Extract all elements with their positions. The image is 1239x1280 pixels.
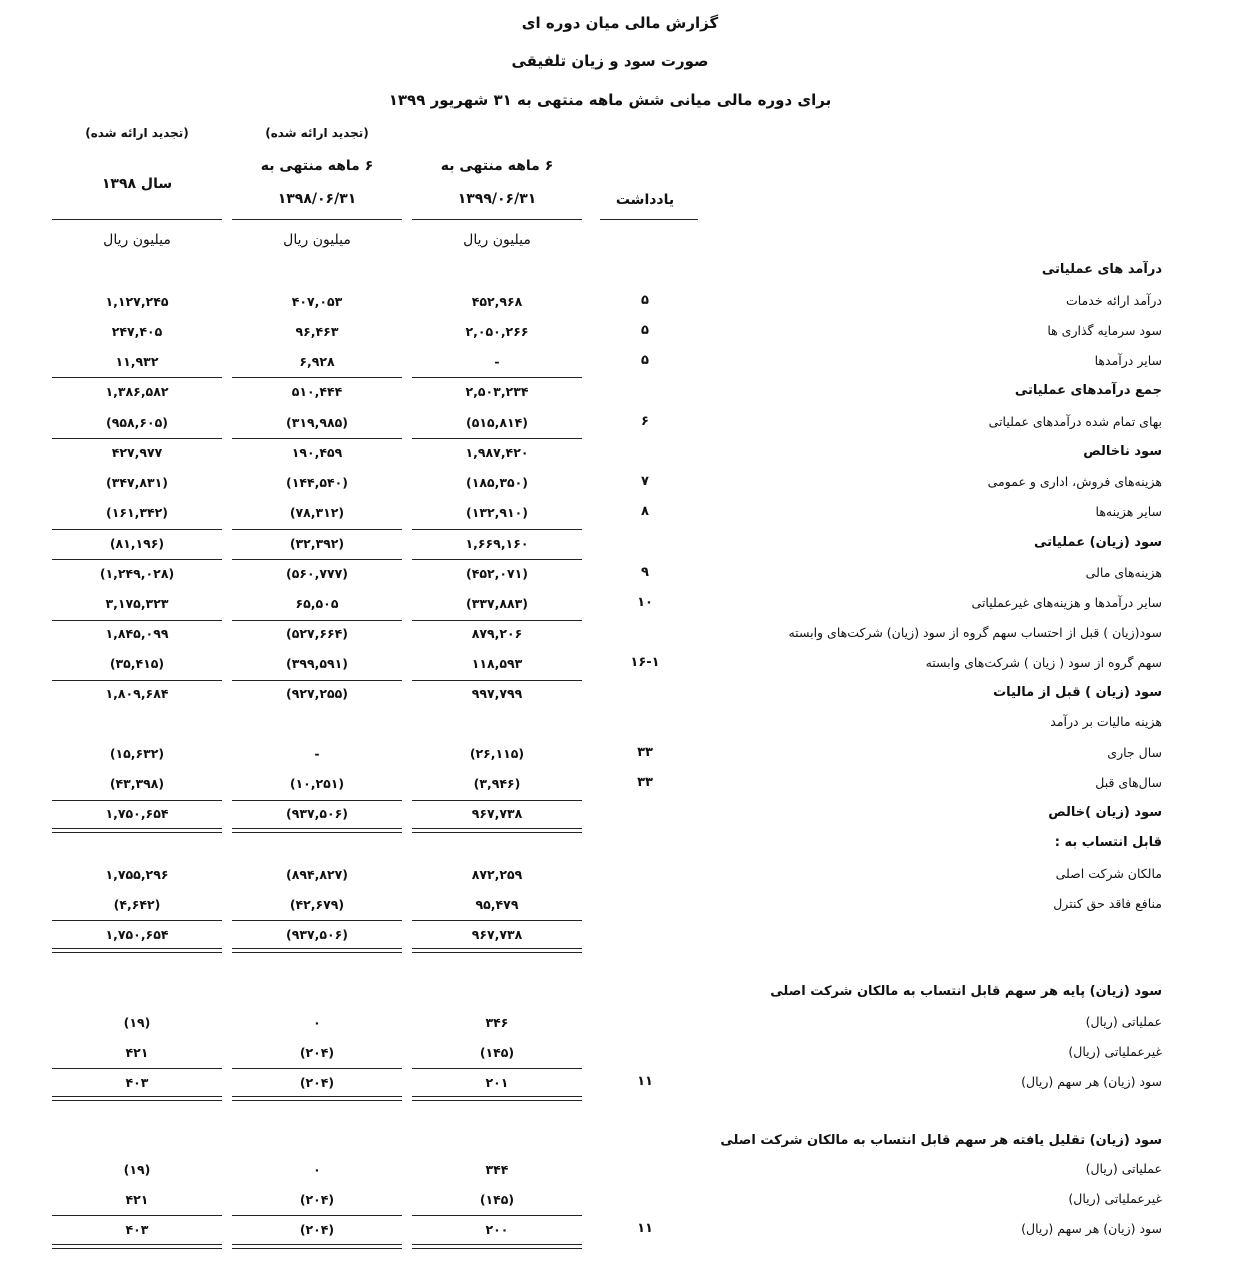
column-rule — [232, 800, 402, 801]
column-rule — [52, 1096, 222, 1097]
row-label: هزینه مالیات بر درآمد — [1050, 714, 1162, 729]
col3-unit: میلیون ریال — [103, 232, 171, 248]
table-row — [0, 377, 1239, 407]
column-rule-double — [412, 832, 582, 833]
row-label: سود (زیان) تقلیل یافته هر سهم قابل انتساب به مالکان شرکت اصلی — [720, 1133, 1162, 1148]
row-value-c2: (۹۳۷,۵۰۶) — [286, 806, 348, 821]
row-value-c1: ۳۴۶ — [485, 1015, 509, 1030]
column-rule — [232, 559, 402, 560]
row-value-c3: ۴۲۱ — [125, 1045, 149, 1060]
column-rule-double — [412, 1248, 582, 1249]
table-row — [0, 890, 1239, 920]
row-value-c1: ۹۹۷,۷۹۹ — [471, 686, 523, 701]
column-rule-double — [52, 1100, 222, 1101]
col1-header-line1: ۶ ماهه منتهی به — [440, 158, 554, 174]
table-row — [0, 256, 1239, 286]
row-value-c1: (۱۸۵,۳۵۰) — [466, 475, 528, 490]
row-value-c3: ۴۰۳ — [125, 1222, 149, 1237]
row-label: سود (زیان )خالص — [1048, 805, 1162, 820]
row-value-c2: ۶,۹۲۸ — [299, 354, 335, 369]
row-value-c2: ۰ — [313, 1015, 321, 1030]
row-value-c2: (۵۶۰,۷۷۷) — [286, 566, 348, 581]
table-row — [0, 438, 1239, 468]
column-rule — [52, 920, 222, 921]
row-value-c1: ۱,۶۶۹,۱۶۰ — [465, 536, 529, 551]
row-value-c1: - — [494, 354, 500, 369]
row-label: قابل انتساب به : — [1054, 835, 1162, 850]
row-value-c2: (۲۰۴) — [299, 1192, 335, 1207]
row-value-c3: (۱۹) — [123, 1015, 151, 1030]
row-label: سود ناخالص — [1083, 444, 1162, 459]
row-note: ۱۶-۱ — [630, 655, 660, 670]
column-rule — [232, 438, 402, 439]
row-value-c3: ۱,۷۵۰,۶۵۴ — [105, 927, 169, 942]
row-value-c3: (۴,۶۴۲) — [113, 897, 161, 912]
row-note: ۸ — [641, 504, 649, 519]
column-rule — [232, 920, 402, 921]
row-value-c3: (۱۶۱,۳۴۲) — [106, 505, 168, 520]
row-label: سود (زیان) هر سهم (ریال) — [1021, 1074, 1162, 1089]
row-label: سود (زیان ) قبل از مالیات — [993, 685, 1162, 700]
row-value-c3: (۳۵,۴۱۵) — [109, 656, 165, 671]
column-rule — [412, 1068, 582, 1069]
note-column-header: یادداشت — [615, 192, 675, 208]
table-row — [0, 769, 1239, 799]
column-rule — [52, 438, 222, 439]
column-rule-double — [232, 1248, 402, 1249]
row-value-c3: ۱۱,۹۳۲ — [115, 354, 159, 369]
row-value-c2: (۳۹۹,۵۹۱) — [286, 656, 348, 671]
table-row — [0, 468, 1239, 498]
row-value-c2: (۵۲۷,۶۶۴) — [286, 626, 348, 641]
row-value-c1: (۳۳۷,۸۸۳) — [466, 596, 528, 611]
row-label: هزینه‌های فروش، اداری و عمومی — [987, 474, 1162, 489]
column-rule — [52, 1068, 222, 1069]
row-value-c1: ۲,۰۵۰,۲۶۶ — [465, 324, 529, 339]
row-label: درآمد ارائه خدمات — [1065, 293, 1162, 308]
column-rule — [412, 1244, 582, 1245]
row-value-c2: (۱۰,۲۵۱) — [289, 776, 345, 791]
row-note: ۳۳ — [637, 775, 653, 790]
row-value-c2: (۱۴۴,۵۴۰) — [286, 475, 348, 490]
row-note: ۶ — [641, 414, 649, 429]
row-note: ۷ — [641, 474, 649, 489]
row-value-c2: (۳۱۹,۹۸۵) — [286, 415, 348, 430]
table-row — [0, 708, 1239, 738]
column-rule — [52, 529, 222, 530]
row-value-c1: ۹۶۷,۷۳۸ — [471, 806, 523, 821]
table-row — [0, 649, 1239, 679]
row-value-c3: ۲۴۷,۴۰۵ — [111, 324, 163, 339]
row-value-c1: (۴۵۲,۰۷۱) — [466, 566, 528, 581]
row-label: سود (زیان) هر سهم (ریال) — [1021, 1221, 1162, 1236]
row-value-c2: (۹۳۷,۵۰۶) — [286, 927, 348, 942]
row-value-c1: ۲۰۱ — [485, 1075, 509, 1090]
row-value-c1: (۱۳۲,۹۱۰) — [466, 505, 528, 520]
row-value-c2: ۶۵,۵۰۵ — [295, 596, 339, 611]
row-value-c1: ۹۵,۴۷۹ — [475, 897, 519, 912]
row-value-c2: - — [314, 746, 320, 761]
column-rule — [232, 1068, 402, 1069]
row-note: ۵ — [641, 323, 649, 338]
col3-restated-label: (تجدید ارائه شده) — [85, 126, 189, 140]
row-value-c3: (۱,۲۴۹,۰۲۸) — [99, 566, 175, 581]
row-value-c2: (۲۰۴) — [299, 1222, 335, 1237]
table-row — [0, 799, 1239, 829]
column-rule — [232, 828, 402, 829]
col1-header-line2: ۱۳۹۹/۰۶/۳۱ — [457, 191, 537, 207]
column-rule — [52, 620, 222, 621]
row-value-c2: ۹۶,۴۶۳ — [295, 324, 339, 339]
row-value-c1: ۴۵۲,۹۶۸ — [471, 294, 523, 309]
row-note: ۳۳ — [637, 745, 653, 760]
column-rule — [232, 1244, 402, 1245]
row-label: سود سرمایه گذاری ها — [1047, 323, 1162, 338]
table-row — [0, 739, 1239, 769]
row-label: سایر درآمدها و هزینه‌های غیرعملیاتی — [971, 595, 1162, 610]
row-value-c1: (۲۶,۱۱۵) — [469, 746, 525, 761]
table-row — [0, 1068, 1239, 1098]
row-value-c2: (۹۲۷,۲۵۵) — [286, 686, 348, 701]
table-row — [0, 950, 1239, 980]
col3-header-rule — [52, 219, 222, 220]
row-value-c1: ۱,۹۸۷,۴۲۰ — [465, 445, 529, 460]
row-value-c2: ۰ — [313, 1162, 321, 1177]
column-rule — [52, 828, 222, 829]
row-label: هزینه‌های مالی — [1085, 565, 1162, 580]
report-title: گزارش مالی میان دوره ای — [521, 14, 719, 32]
row-label: غیرعملیاتی (ریال) — [1068, 1191, 1162, 1206]
row-label: منافع فاقد حق کنترل — [1053, 896, 1162, 911]
row-value-c2: ۱۹۰,۴۵۹ — [291, 445, 343, 460]
row-value-c1: (۱۴۵) — [479, 1045, 515, 1060]
row-value-c2: (۲۰۴) — [299, 1045, 335, 1060]
row-value-c3: ۴۰۳ — [125, 1075, 149, 1090]
row-value-c1: ۸۷۹,۲۰۶ — [471, 626, 523, 641]
column-rule — [52, 377, 222, 378]
column-rule — [412, 559, 582, 560]
row-label: سود (زیان) پایه هر سهم قابل انتساب به مالکان شرکت اصلی — [770, 984, 1162, 999]
column-rule — [412, 438, 582, 439]
column-rule — [412, 529, 582, 530]
column-rule-double — [52, 952, 222, 953]
column-rule — [412, 377, 582, 378]
column-rule-double — [52, 1248, 222, 1249]
row-note: ۱۱ — [637, 1074, 653, 1089]
column-rule — [232, 377, 402, 378]
row-label: سود(زیان ) قبل از احتساب سهم گروه از سود (زیان) شرکت‌های وابسته — [788, 625, 1162, 640]
col2-unit: میلیون ریال — [283, 232, 351, 248]
table-row — [0, 1155, 1239, 1185]
col1-header-rule — [412, 219, 582, 220]
column-rule — [412, 920, 582, 921]
table-row — [0, 1038, 1239, 1068]
table-row — [0, 619, 1239, 649]
table-row — [0, 1215, 1239, 1245]
column-rule — [412, 828, 582, 829]
row-label: سال جاری — [1107, 745, 1162, 760]
row-note: ۵ — [641, 353, 649, 368]
column-rule — [52, 680, 222, 681]
column-rule-double — [232, 952, 402, 953]
column-rule — [52, 559, 222, 560]
row-value-c2: (۳۲,۳۹۲) — [289, 536, 345, 551]
row-value-c3: ۴۲۱ — [125, 1192, 149, 1207]
col2-header-rule — [232, 219, 402, 220]
table-row — [0, 1127, 1239, 1157]
row-value-c1: ۹۶۷,۷۳۸ — [471, 927, 523, 942]
column-rule — [52, 1215, 222, 1216]
table-row — [0, 347, 1239, 377]
row-value-c3: ۱,۸۰۹,۶۸۴ — [105, 686, 169, 701]
row-note: ۹ — [641, 565, 649, 580]
column-rule-double — [412, 1100, 582, 1101]
row-value-c1: (۱۴۵) — [479, 1192, 515, 1207]
row-label: عملیاتی (ریال) — [1085, 1161, 1162, 1176]
row-value-c3: (۱۵,۶۳۲) — [109, 746, 165, 761]
row-value-c3: ۱,۷۵۵,۲۹۶ — [105, 867, 169, 882]
column-rule — [412, 800, 582, 801]
row-note: ۱۱ — [637, 1221, 653, 1236]
period-title: برای دوره مالی میانی شش ماهه منتهی به ۳۱ شهریور ۱۳۹۹ — [388, 91, 832, 109]
column-rule — [232, 1096, 402, 1097]
column-rule — [412, 1215, 582, 1216]
column-rule — [232, 1215, 402, 1216]
column-rule — [52, 948, 222, 949]
table-row — [0, 529, 1239, 559]
table-row — [0, 408, 1239, 438]
row-label: درآمد های عملیاتی — [1041, 262, 1162, 277]
column-rule — [232, 680, 402, 681]
col2-header-line2: ۱۳۹۸/۰۶/۳۱ — [277, 191, 357, 207]
statement-title: صورت سود و زیان تلفیقی — [511, 52, 709, 70]
row-label: غیرعملیاتی (ریال) — [1068, 1044, 1162, 1059]
column-rule — [412, 948, 582, 949]
row-value-c3: ۳,۱۷۵,۳۲۳ — [105, 596, 169, 611]
row-value-c2: (۴۲,۶۷۹) — [289, 897, 345, 912]
table-row — [0, 559, 1239, 589]
column-rule — [232, 620, 402, 621]
table-row — [0, 317, 1239, 347]
row-value-c3: ۱,۸۴۵,۰۹۹ — [105, 626, 169, 641]
row-value-c3: (۸۱,۱۹۶) — [109, 536, 165, 551]
table-row — [0, 978, 1239, 1008]
table-row — [0, 829, 1239, 859]
row-note: ۵ — [641, 293, 649, 308]
row-label: سهم گروه از سود ( زیان ) شرکت‌های وابسته — [925, 655, 1162, 670]
column-rule-double — [232, 832, 402, 833]
column-rule — [412, 1096, 582, 1097]
row-value-c3: (۱۹) — [123, 1162, 151, 1177]
column-rule — [412, 680, 582, 681]
row-value-c2: ۵۱۰,۴۴۴ — [291, 384, 343, 399]
table-row — [0, 1185, 1239, 1215]
row-value-c3: ۴۲۷,۹۷۷ — [111, 445, 163, 460]
row-value-c3: (۴۳,۳۹۸) — [109, 776, 165, 791]
column-rule — [232, 948, 402, 949]
row-value-c2: ۴۰۷,۰۵۳ — [291, 294, 343, 309]
table-row — [0, 679, 1239, 709]
column-rule — [232, 529, 402, 530]
row-value-c3: ۱,۷۵۰,۶۵۴ — [105, 806, 169, 821]
table-row — [0, 287, 1239, 317]
row-label: جمع درآمدهای عملیاتی — [1014, 383, 1162, 398]
table-row — [0, 498, 1239, 528]
col2-restated-label: (تجدید ارائه شده) — [265, 126, 369, 140]
row-value-c3: ۱,۳۸۶,۵۸۲ — [105, 384, 169, 399]
row-label: سود (زیان) عملیاتی — [1033, 535, 1162, 550]
row-label: سایر هزینه‌ها — [1095, 504, 1162, 519]
table-row — [0, 1098, 1239, 1128]
row-value-c3: (۹۵۸,۶۰۵) — [106, 415, 168, 430]
row-label: مالکان شرکت اصلی — [1055, 866, 1162, 881]
row-value-c3: ۱,۱۲۷,۲۴۵ — [105, 294, 169, 309]
row-note: ۱۰ — [637, 595, 653, 610]
row-value-c3: (۳۴۷,۸۳۱) — [106, 475, 168, 490]
column-rule-double — [52, 832, 222, 833]
row-label: سال‌های قبل — [1095, 775, 1162, 790]
col3-header: سال ۱۳۹۸ — [101, 176, 173, 192]
table-row — [0, 589, 1239, 619]
col2-header-line1: ۶ ماهه منتهی به — [260, 158, 374, 174]
row-value-c2: (۲۰۴) — [299, 1075, 335, 1090]
row-label: سایر درآمدها — [1094, 353, 1162, 368]
row-value-c1: ۸۷۲,۲۵۹ — [471, 867, 523, 882]
column-rule-double — [232, 1100, 402, 1101]
column-rule — [52, 1244, 222, 1245]
row-label: بهای تمام شده درآمدهای عملیاتی — [988, 414, 1162, 429]
table-row — [0, 920, 1239, 950]
row-value-c2: (۸۹۴,۸۲۷) — [286, 867, 348, 882]
row-value-c1: (۳,۹۴۶) — [473, 776, 521, 791]
column-rule — [412, 620, 582, 621]
column-rule-double — [412, 952, 582, 953]
row-label: عملیاتی (ریال) — [1085, 1014, 1162, 1029]
row-value-c1: ۱۱۸,۵۹۳ — [471, 656, 523, 671]
table-row — [0, 1008, 1239, 1038]
column-rule — [52, 800, 222, 801]
row-value-c1: ۲,۵۰۳,۲۳۴ — [465, 384, 529, 399]
row-value-c1: (۵۱۵,۸۱۴) — [466, 415, 528, 430]
row-value-c2: (۷۸,۳۱۲) — [289, 505, 345, 520]
col1-unit: میلیون ریال — [463, 232, 531, 248]
note-header-rule — [600, 219, 698, 220]
row-value-c1: ۲۰۰ — [485, 1222, 509, 1237]
table-row — [0, 860, 1239, 890]
row-value-c1: ۳۴۴ — [485, 1162, 509, 1177]
